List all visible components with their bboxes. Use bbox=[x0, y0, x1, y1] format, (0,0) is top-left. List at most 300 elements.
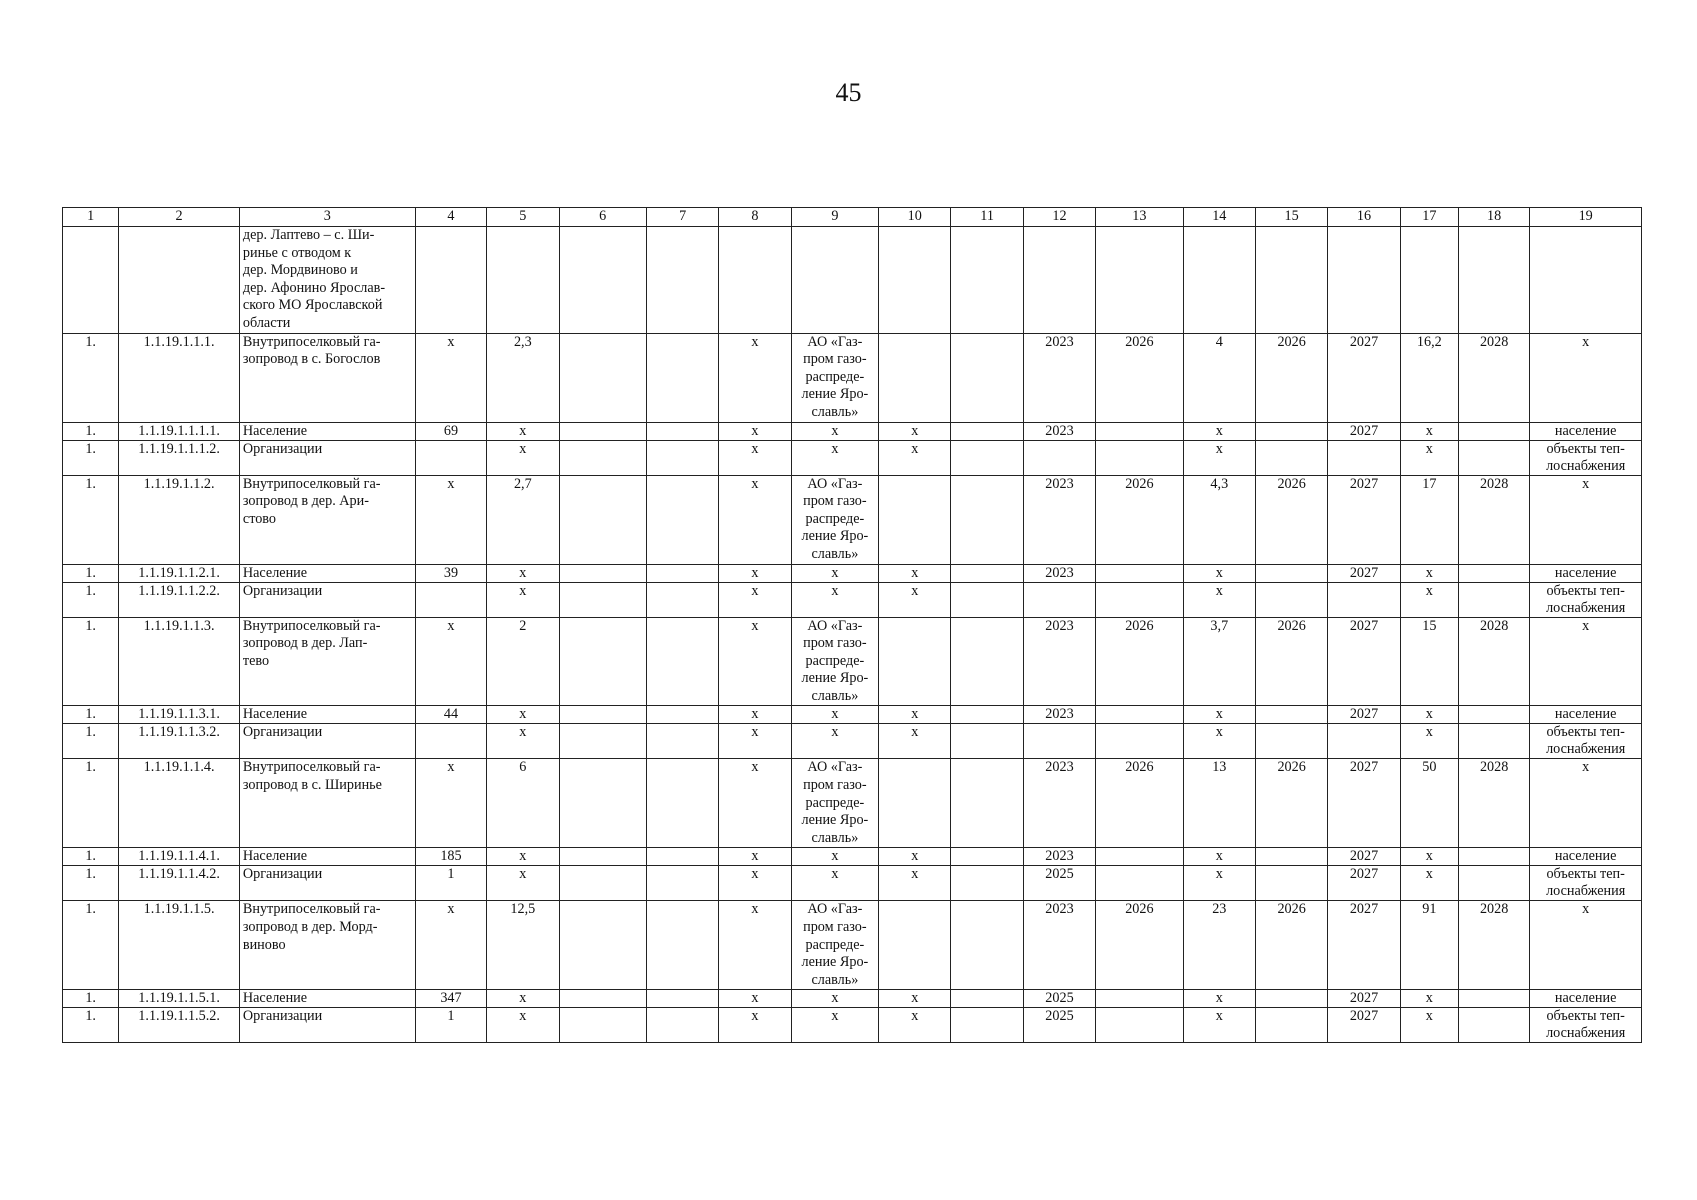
table-cell-col-11 bbox=[951, 440, 1023, 475]
table-cell-col-7 bbox=[646, 333, 718, 422]
table-cell-col-7 bbox=[646, 759, 718, 848]
table-cell-col-14: x bbox=[1183, 848, 1255, 866]
table-cell-col-12: 2025 bbox=[1023, 990, 1095, 1008]
table-cell-col-17: x bbox=[1400, 724, 1458, 759]
table-cell-col-16: 2027 bbox=[1328, 990, 1400, 1008]
table-cell-col-4 bbox=[415, 582, 486, 617]
table-cell-col-16: 2027 bbox=[1328, 475, 1400, 564]
column-header-1: 1 bbox=[63, 208, 119, 227]
table-cell-col-2: 1.1.19.1.1.1.2. bbox=[119, 440, 240, 475]
table-cell-col-11 bbox=[951, 759, 1023, 848]
table-cell-col-10: x bbox=[879, 706, 951, 724]
table-cell-col-18: 2028 bbox=[1458, 901, 1529, 990]
table-cell-col-11 bbox=[951, 706, 1023, 724]
table-cell-col-4 bbox=[415, 440, 486, 475]
table-cell-col-10 bbox=[879, 227, 951, 334]
table-row bbox=[63, 724, 1642, 759]
table-cell-col-4: x bbox=[415, 333, 486, 422]
table-cell-col-19: объекты теп- лоснабжения bbox=[1530, 724, 1642, 759]
table-cell-col-17: x bbox=[1400, 866, 1458, 901]
table-cell-col-13: 2026 bbox=[1096, 617, 1183, 706]
column-header-12: 12 bbox=[1023, 208, 1095, 227]
table-cell-col-13: 2026 bbox=[1096, 759, 1183, 848]
table-cell-col-9: x bbox=[791, 706, 878, 724]
table-cell-col-19: объекты теп- лоснабжения bbox=[1530, 440, 1642, 475]
table-cell-col-7 bbox=[646, 475, 718, 564]
table-cell-col-2: 1.1.19.1.1.2.1. bbox=[119, 564, 240, 582]
table-cell-col-6 bbox=[559, 475, 646, 564]
table-cell-col-3: Население bbox=[239, 564, 415, 582]
table-cell-col-8: x bbox=[719, 848, 791, 866]
table-cell-col-2: 1.1.19.1.1.3.1. bbox=[119, 706, 240, 724]
table-cell-col-15 bbox=[1255, 724, 1327, 759]
table-cell-col-15 bbox=[1255, 564, 1327, 582]
table-cell-col-18 bbox=[1458, 866, 1529, 901]
table-cell-col-2: 1.1.19.1.1.5. bbox=[119, 901, 240, 990]
table-cell-col-17: x bbox=[1400, 706, 1458, 724]
table-cell-col-12 bbox=[1023, 582, 1095, 617]
table-cell-col-13 bbox=[1096, 422, 1183, 440]
table-cell-col-12: 2023 bbox=[1023, 759, 1095, 848]
table-cell-col-19: население bbox=[1530, 564, 1642, 582]
table-row bbox=[63, 422, 1642, 440]
table-cell-col-4: x bbox=[415, 617, 486, 706]
table-cell-col-13 bbox=[1096, 724, 1183, 759]
table-cell-col-12: 2023 bbox=[1023, 422, 1095, 440]
table-cell-col-14: 23 bbox=[1183, 901, 1255, 990]
table-row bbox=[63, 866, 1642, 901]
table-cell-col-10 bbox=[879, 333, 951, 422]
table-cell-col-4 bbox=[415, 227, 486, 334]
table-cell-col-12 bbox=[1023, 440, 1095, 475]
table-cell-col-3: Внутрипоселковый га- зопровод в дер. Ари- стово bbox=[239, 475, 415, 564]
table-cell-col-16 bbox=[1328, 582, 1400, 617]
table-cell-col-5: x bbox=[487, 724, 559, 759]
column-header-6: 6 bbox=[559, 208, 646, 227]
table-cell-col-4: x bbox=[415, 901, 486, 990]
table-cell-col-7 bbox=[646, 901, 718, 990]
table-cell-col-9: АО «Газ- пром газо- распреде- ление Яро- славль» bbox=[791, 475, 878, 564]
table-cell-col-9: x bbox=[791, 866, 878, 901]
table-cell-col-19: x bbox=[1530, 475, 1642, 564]
table-cell-col-3: Население bbox=[239, 848, 415, 866]
table-cell-col-19: объекты теп- лоснабжения bbox=[1530, 582, 1642, 617]
table-cell-col-15 bbox=[1255, 422, 1327, 440]
table-row bbox=[63, 564, 1642, 582]
table-cell-col-4 bbox=[415, 724, 486, 759]
table-cell-col-3: Население bbox=[239, 990, 415, 1008]
table-cell-col-13 bbox=[1096, 582, 1183, 617]
table-cell-col-7 bbox=[646, 848, 718, 866]
table-cell-col-7 bbox=[646, 617, 718, 706]
table-cell-col-5: x bbox=[487, 848, 559, 866]
table-header-row bbox=[63, 208, 1642, 227]
table-cell-col-7 bbox=[646, 440, 718, 475]
table-cell-col-14: x bbox=[1183, 866, 1255, 901]
table-cell-col-8: x bbox=[719, 440, 791, 475]
table-cell-col-15 bbox=[1255, 582, 1327, 617]
table-cell-col-17: 50 bbox=[1400, 759, 1458, 848]
table-cell-col-15: 2026 bbox=[1255, 901, 1327, 990]
table-cell-col-13 bbox=[1096, 990, 1183, 1008]
table-cell-col-14: 4 bbox=[1183, 333, 1255, 422]
table-row bbox=[63, 759, 1642, 848]
table-cell-col-3: Внутрипоселковый га- зопровод в с. Богослов bbox=[239, 333, 415, 422]
table-cell-col-9: АО «Газ- пром газо- распреде- ление Яро- славль» bbox=[791, 333, 878, 422]
table-cell-col-14: x bbox=[1183, 422, 1255, 440]
table-row bbox=[63, 582, 1642, 617]
table-cell-col-10 bbox=[879, 475, 951, 564]
table-cell-col-2: 1.1.19.1.1.4.1. bbox=[119, 848, 240, 866]
table-cell-col-6 bbox=[559, 759, 646, 848]
table-cell-col-17 bbox=[1400, 227, 1458, 334]
table-cell-col-16 bbox=[1328, 724, 1400, 759]
table-cell-col-15 bbox=[1255, 990, 1327, 1008]
column-header-5: 5 bbox=[487, 208, 559, 227]
table-cell-col-6 bbox=[559, 1008, 646, 1043]
table-cell-col-5: x bbox=[487, 990, 559, 1008]
table-cell-col-1: 1. bbox=[63, 475, 119, 564]
table-cell-col-12 bbox=[1023, 227, 1095, 334]
column-header-17: 17 bbox=[1400, 208, 1458, 227]
table-cell-col-10: x bbox=[879, 440, 951, 475]
table-cell-col-2: 1.1.19.1.1.1. bbox=[119, 333, 240, 422]
table-cell-col-2: 1.1.19.1.1.5.2. bbox=[119, 1008, 240, 1043]
table-cell-col-3: Организации bbox=[239, 1008, 415, 1043]
table-cell-col-7 bbox=[646, 990, 718, 1008]
table-cell-col-18 bbox=[1458, 440, 1529, 475]
table-cell-col-11 bbox=[951, 866, 1023, 901]
table-cell-col-7 bbox=[646, 724, 718, 759]
table-cell-col-19: население bbox=[1530, 706, 1642, 724]
table-cell-col-11 bbox=[951, 990, 1023, 1008]
table-cell-col-14: 4,3 bbox=[1183, 475, 1255, 564]
table-cell-col-17: 15 bbox=[1400, 617, 1458, 706]
table-cell-col-11 bbox=[951, 227, 1023, 334]
table-cell-col-2: 1.1.19.1.1.2.2. bbox=[119, 582, 240, 617]
table-cell-col-3: Организации bbox=[239, 724, 415, 759]
table-cell-col-11 bbox=[951, 724, 1023, 759]
table-cell-col-19: население bbox=[1530, 848, 1642, 866]
table-cell-col-12: 2023 bbox=[1023, 475, 1095, 564]
table-cell-col-13: 2026 bbox=[1096, 333, 1183, 422]
table-cell-col-15 bbox=[1255, 227, 1327, 334]
table-cell-col-5: 2,3 bbox=[487, 333, 559, 422]
table-cell-col-3: Организации bbox=[239, 582, 415, 617]
column-header-10: 10 bbox=[879, 208, 951, 227]
table-cell-col-10 bbox=[879, 617, 951, 706]
table-cell-col-15 bbox=[1255, 1008, 1327, 1043]
table-cell-col-9: x bbox=[791, 564, 878, 582]
table-cell-col-5: x bbox=[487, 582, 559, 617]
data-table bbox=[62, 207, 1642, 1043]
table-cell-col-12: 2025 bbox=[1023, 1008, 1095, 1043]
table-cell-col-1: 1. bbox=[63, 990, 119, 1008]
table-cell-col-9: АО «Газ- пром газо- распреде- ление Яро- славль» bbox=[791, 901, 878, 990]
table-cell-col-11 bbox=[951, 1008, 1023, 1043]
column-header-9: 9 bbox=[791, 208, 878, 227]
table-cell-col-2: 1.1.19.1.1.1.1. bbox=[119, 422, 240, 440]
table-cell-col-5: 2 bbox=[487, 617, 559, 706]
table-cell-col-9: x bbox=[791, 990, 878, 1008]
table-cell-col-16: 2027 bbox=[1328, 1008, 1400, 1043]
table-cell-col-15 bbox=[1255, 848, 1327, 866]
table-cell-col-18: 2028 bbox=[1458, 617, 1529, 706]
table-cell-col-2: 1.1.19.1.1.4. bbox=[119, 759, 240, 848]
table-cell-col-18: 2028 bbox=[1458, 333, 1529, 422]
table-row bbox=[63, 901, 1642, 990]
table-cell-col-9: x bbox=[791, 848, 878, 866]
table-cell-col-12: 2023 bbox=[1023, 333, 1095, 422]
table-cell-col-6 bbox=[559, 440, 646, 475]
table-cell-col-10: x bbox=[879, 866, 951, 901]
table-cell-col-5: x bbox=[487, 440, 559, 475]
table-cell-col-19: x bbox=[1530, 901, 1642, 990]
column-header-16: 16 bbox=[1328, 208, 1400, 227]
table-cell-col-17: 16,2 bbox=[1400, 333, 1458, 422]
table-cell-col-8: x bbox=[719, 333, 791, 422]
table-cell-col-11 bbox=[951, 333, 1023, 422]
table-cell-col-18: 2028 bbox=[1458, 475, 1529, 564]
table-cell-col-6 bbox=[559, 990, 646, 1008]
page-number: 45 bbox=[835, 78, 862, 107]
table-cell-col-8: x bbox=[719, 706, 791, 724]
table-row bbox=[63, 333, 1642, 422]
table-cell-col-19: x bbox=[1530, 759, 1642, 848]
table-cell-col-18 bbox=[1458, 724, 1529, 759]
table-cell-col-16 bbox=[1328, 440, 1400, 475]
table-cell-col-17: x bbox=[1400, 582, 1458, 617]
table-cell-col-4: x bbox=[415, 759, 486, 848]
table-cell-col-15: 2026 bbox=[1255, 617, 1327, 706]
table-cell-col-6 bbox=[559, 582, 646, 617]
table-cell-col-12: 2023 bbox=[1023, 901, 1095, 990]
table-cell-col-14: 3,7 bbox=[1183, 617, 1255, 706]
table-cell-col-7 bbox=[646, 706, 718, 724]
table-cell-col-16: 2027 bbox=[1328, 759, 1400, 848]
table-cell-col-10 bbox=[879, 759, 951, 848]
table-cell-col-16 bbox=[1328, 227, 1400, 334]
table-cell-col-10: x bbox=[879, 848, 951, 866]
table-cell-col-12 bbox=[1023, 724, 1095, 759]
table-cell-col-15 bbox=[1255, 706, 1327, 724]
column-header-2: 2 bbox=[119, 208, 240, 227]
table-cell-col-9: x bbox=[791, 440, 878, 475]
table-cell-col-19: x bbox=[1530, 333, 1642, 422]
table-cell-col-11 bbox=[951, 422, 1023, 440]
column-header-15: 15 bbox=[1255, 208, 1327, 227]
table-cell-col-3: Внутрипоселковый га- зопровод в дер. Лап- тево bbox=[239, 617, 415, 706]
table-cell-col-1: 1. bbox=[63, 724, 119, 759]
table-cell-col-4: x bbox=[415, 475, 486, 564]
table-row bbox=[63, 475, 1642, 564]
table-cell-col-19: x bbox=[1530, 617, 1642, 706]
table-cell-col-14: x bbox=[1183, 440, 1255, 475]
table-cell-col-6 bbox=[559, 848, 646, 866]
table-cell-col-14: x bbox=[1183, 990, 1255, 1008]
data-table-container bbox=[62, 207, 1642, 1043]
table-cell-col-8: x bbox=[719, 901, 791, 990]
table-cell-col-13 bbox=[1096, 564, 1183, 582]
table-cell-col-1: 1. bbox=[63, 1008, 119, 1043]
table-cell-col-5: 2,7 bbox=[487, 475, 559, 564]
table-cell-col-3: Внутрипоселковый га- зопровод в дер. Морд- виново bbox=[239, 901, 415, 990]
table-cell-col-1: 1. bbox=[63, 440, 119, 475]
table-cell-col-1: 1. bbox=[63, 582, 119, 617]
table-cell-col-4: 1 bbox=[415, 1008, 486, 1043]
column-header-7: 7 bbox=[646, 208, 718, 227]
table-cell-col-2: 1.1.19.1.1.2. bbox=[119, 475, 240, 564]
table-cell-col-10: x bbox=[879, 564, 951, 582]
table-cell-col-16: 2027 bbox=[1328, 422, 1400, 440]
table-row bbox=[63, 440, 1642, 475]
table-cell-col-13 bbox=[1096, 227, 1183, 334]
table-cell-col-7 bbox=[646, 866, 718, 901]
table-cell-col-17: x bbox=[1400, 564, 1458, 582]
column-header-18: 18 bbox=[1458, 208, 1529, 227]
table-cell-col-18 bbox=[1458, 227, 1529, 334]
table-cell-col-15 bbox=[1255, 866, 1327, 901]
table-cell-col-16: 2027 bbox=[1328, 866, 1400, 901]
table-cell-col-1 bbox=[63, 227, 119, 334]
table-cell-col-2: 1.1.19.1.1.3. bbox=[119, 617, 240, 706]
table-cell-col-3: Население bbox=[239, 422, 415, 440]
table-cell-col-5: x bbox=[487, 866, 559, 901]
table-cell-col-18: 2028 bbox=[1458, 759, 1529, 848]
table-cell-col-12: 2023 bbox=[1023, 564, 1095, 582]
table-cell-col-3: Организации bbox=[239, 866, 415, 901]
table-cell-col-17: 17 bbox=[1400, 475, 1458, 564]
table-cell-col-10: x bbox=[879, 990, 951, 1008]
table-cell-col-19: население bbox=[1530, 422, 1642, 440]
table-cell-col-11 bbox=[951, 582, 1023, 617]
table-cell-col-15: 2026 bbox=[1255, 333, 1327, 422]
table-cell-col-5: 12,5 bbox=[487, 901, 559, 990]
table-cell-col-1: 1. bbox=[63, 848, 119, 866]
table-cell-col-18 bbox=[1458, 706, 1529, 724]
column-header-13: 13 bbox=[1096, 208, 1183, 227]
table-cell-col-14: x bbox=[1183, 1008, 1255, 1043]
table-cell-col-8: x bbox=[719, 990, 791, 1008]
table-cell-col-13 bbox=[1096, 1008, 1183, 1043]
table-cell-col-10: x bbox=[879, 724, 951, 759]
table-cell-col-16: 2027 bbox=[1328, 564, 1400, 582]
table-cell-col-10: x bbox=[879, 582, 951, 617]
table-cell-col-18 bbox=[1458, 848, 1529, 866]
table-cell-col-3: Организации bbox=[239, 440, 415, 475]
table-cell-col-5: 6 bbox=[487, 759, 559, 848]
table-cell-col-6 bbox=[559, 422, 646, 440]
table-cell-col-4: 1 bbox=[415, 866, 486, 901]
table-cell-col-10: x bbox=[879, 422, 951, 440]
table-cell-col-17: x bbox=[1400, 1008, 1458, 1043]
table-cell-col-9: x bbox=[791, 582, 878, 617]
table-cell-col-11 bbox=[951, 475, 1023, 564]
table-cell-col-3: Население bbox=[239, 706, 415, 724]
table-cell-col-19: население bbox=[1530, 990, 1642, 1008]
table-cell-col-9: АО «Газ- пром газо- распреде- ление Яро- славль» bbox=[791, 759, 878, 848]
table-cell-col-14: x bbox=[1183, 724, 1255, 759]
table-cell-col-16: 2027 bbox=[1328, 848, 1400, 866]
table-cell-col-8: x bbox=[719, 1008, 791, 1043]
table-row bbox=[63, 990, 1642, 1008]
table-cell-col-17: x bbox=[1400, 440, 1458, 475]
table-cell-col-5 bbox=[487, 227, 559, 334]
table-cell-col-16: 2027 bbox=[1328, 617, 1400, 706]
table-cell-col-1: 1. bbox=[63, 901, 119, 990]
table-cell-col-8 bbox=[719, 227, 791, 334]
table-cell-col-6 bbox=[559, 724, 646, 759]
column-header-14: 14 bbox=[1183, 208, 1255, 227]
table-cell-col-7 bbox=[646, 1008, 718, 1043]
table-cell-col-6 bbox=[559, 333, 646, 422]
table-cell-col-6 bbox=[559, 564, 646, 582]
table-cell-col-19 bbox=[1530, 227, 1642, 334]
table-cell-col-18 bbox=[1458, 582, 1529, 617]
table-cell-col-12: 2023 bbox=[1023, 848, 1095, 866]
table-cell-col-4: 347 bbox=[415, 990, 486, 1008]
table-cell-col-9: x bbox=[791, 1008, 878, 1043]
table-cell-col-13 bbox=[1096, 848, 1183, 866]
table-cell-col-1: 1. bbox=[63, 866, 119, 901]
table-cell-col-1: 1. bbox=[63, 564, 119, 582]
table-cell-col-5: x bbox=[487, 422, 559, 440]
table-cell-col-9: x bbox=[791, 724, 878, 759]
table-cell-col-16: 2027 bbox=[1328, 706, 1400, 724]
column-header-19: 19 bbox=[1530, 208, 1642, 227]
table-cell-col-11 bbox=[951, 901, 1023, 990]
table-row bbox=[63, 1008, 1642, 1043]
table-cell-col-5: x bbox=[487, 564, 559, 582]
table-cell-col-9: АО «Газ- пром газо- распреде- ление Яро- славль» bbox=[791, 617, 878, 706]
table-cell-col-13: 2026 bbox=[1096, 475, 1183, 564]
table-cell-col-3: дер. Лаптево – с. Ши- ринье с отводом к дер. Мордвиново и дер. Афонино Ярослав- ского МО Ярославской области bbox=[239, 227, 415, 334]
table-cell-col-8: x bbox=[719, 475, 791, 564]
table-cell-col-7 bbox=[646, 227, 718, 334]
table-cell-col-17: 91 bbox=[1400, 901, 1458, 990]
table-cell-col-10 bbox=[879, 901, 951, 990]
table-cell-col-1: 1. bbox=[63, 422, 119, 440]
table-cell-col-14: x bbox=[1183, 564, 1255, 582]
table-cell-col-8: x bbox=[719, 724, 791, 759]
table-cell-col-19: объекты теп- лоснабжения bbox=[1530, 866, 1642, 901]
table-cell-col-14: x bbox=[1183, 582, 1255, 617]
table-cell-col-1: 1. bbox=[63, 706, 119, 724]
table-cell-col-9: x bbox=[791, 422, 878, 440]
table-row bbox=[63, 706, 1642, 724]
table-cell-col-14 bbox=[1183, 227, 1255, 334]
table-row bbox=[63, 617, 1642, 706]
table-cell-col-18 bbox=[1458, 564, 1529, 582]
table-cell-col-10: x bbox=[879, 1008, 951, 1043]
table-cell-col-17: x bbox=[1400, 990, 1458, 1008]
table-cell-col-2: 1.1.19.1.1.3.2. bbox=[119, 724, 240, 759]
table-cell-col-6 bbox=[559, 866, 646, 901]
table-cell-col-1: 1. bbox=[63, 333, 119, 422]
table-cell-col-16: 2027 bbox=[1328, 333, 1400, 422]
column-header-4: 4 bbox=[415, 208, 486, 227]
table-cell-col-15: 2026 bbox=[1255, 759, 1327, 848]
table-cell-col-11 bbox=[951, 564, 1023, 582]
table-cell-col-7 bbox=[646, 564, 718, 582]
table-cell-col-18 bbox=[1458, 990, 1529, 1008]
table-cell-col-4: 44 bbox=[415, 706, 486, 724]
table-cell-col-14: 13 bbox=[1183, 759, 1255, 848]
table-cell-col-6 bbox=[559, 706, 646, 724]
table-cell-col-11 bbox=[951, 617, 1023, 706]
table-cell-col-1: 1. bbox=[63, 759, 119, 848]
table-cell-col-6 bbox=[559, 617, 646, 706]
